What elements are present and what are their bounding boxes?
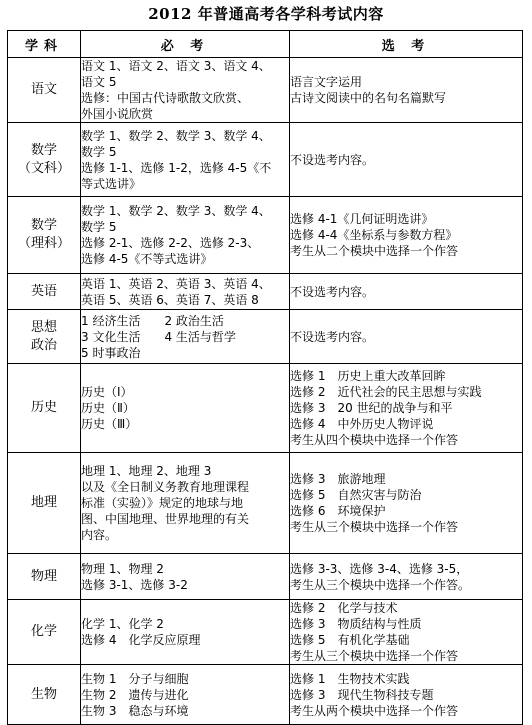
elective-cell-line: 考生从三个模块中选择一个作答。 xyxy=(290,577,471,592)
elective-cell-line: 不设选考内容。 xyxy=(290,329,375,344)
required-cell xyxy=(81,554,290,600)
table-row xyxy=(8,58,523,123)
subject-cell-line: 生物 xyxy=(30,686,57,702)
elective-cell-line: 不设选考内容。 xyxy=(290,152,375,167)
table-row xyxy=(8,665,523,725)
required-cell-line: 英语 5、英语 6、英语 7、英语 8 xyxy=(81,292,259,307)
required-cell-line: 语文 1、语文 2、语文 3、语文 4、 xyxy=(81,59,271,73)
required-cell-line: 数学 1、数学 2、数学 3、数学 4、 xyxy=(81,204,271,218)
required-cell-line: 等式选讲》 xyxy=(81,176,142,191)
required-cell xyxy=(81,58,290,123)
header-required: 必 考 xyxy=(81,31,290,58)
elective-cell-line: 选修 1 历史上重大改革回眸 xyxy=(290,369,446,383)
required-cell xyxy=(81,274,290,310)
subject-cell xyxy=(8,123,81,197)
subject-cell-line: 数学 xyxy=(30,142,57,158)
required-cell-line: 生物 3 稳态与环境 xyxy=(81,703,189,718)
elective-cell-line: 选修 1 生物技术实践 xyxy=(290,671,410,686)
required-cell-line: 3 文化生活 4 生活与哲学 xyxy=(81,329,236,344)
elective-cell-line: 考生从二个模块中选择一个作答 xyxy=(290,244,459,258)
required-cell-line: 数学 5 xyxy=(81,144,117,159)
subject-cell xyxy=(8,274,81,310)
elective-cell xyxy=(290,197,523,274)
table-row xyxy=(8,453,523,554)
required-cell-line: 历史（Ⅰ） xyxy=(81,385,133,399)
elective-cell-line: 选修 5 自然灾害与防治 xyxy=(290,488,422,502)
elective-cell-line: 选修 4-4《坐标系与参数方程》 xyxy=(290,228,458,242)
required-cell-line: 选修 2-1、选修 2-2、选修 2-3、 xyxy=(81,236,260,250)
required-cell-line: 5 时事政治 xyxy=(81,345,141,360)
required-cell-line: 标准（实验）》规定的地球与地 xyxy=(81,496,244,510)
required-cell-line: 1 经济生活 2 政治生活 xyxy=(81,313,224,328)
required-cell-line: 选修 1-1、选修 1-2，选修 4-5《不 xyxy=(81,160,272,175)
required-cell-line: 化学 1、化学 2 xyxy=(81,617,164,631)
required-cell-line: 生物 2 遗传与进化 xyxy=(81,687,189,702)
elective-cell-line: 古诗文阅读中的名句名篇默写 xyxy=(290,91,447,105)
table-row xyxy=(8,123,523,197)
required-cell-line: 选修 4-5《不等式选讲》 xyxy=(81,252,213,266)
subject-cell-line: 英语 xyxy=(30,283,57,299)
table-row xyxy=(8,554,523,600)
required-cell-line: 英语 1、英语 2、英语 3、英语 4、 xyxy=(81,276,271,291)
elective-cell xyxy=(290,453,523,554)
elective-cell-line: 选修 4 中外历史人物评说 xyxy=(290,417,434,431)
required-cell xyxy=(81,600,290,665)
required-cell xyxy=(81,453,290,554)
required-cell-line: 内容。 xyxy=(81,528,118,542)
required-cell xyxy=(81,310,290,364)
elective-cell-line: 语言文字运用 xyxy=(290,75,363,89)
table-row xyxy=(8,600,523,665)
required-cell xyxy=(81,665,290,725)
elective-cell-line: 选修 3 物质结构与性质 xyxy=(290,617,422,631)
elective-cell-line: 选修 5 有机化学基础 xyxy=(290,633,410,647)
subject-cell-line: 化学 xyxy=(30,624,57,639)
subject-cell-line: （理科） xyxy=(17,236,70,251)
elective-cell-line: 不设选考内容。 xyxy=(290,284,375,299)
subject-cell-line: 地理 xyxy=(30,495,57,510)
table-row xyxy=(8,274,523,310)
elective-cell-line: 选修 2 化学与技术 xyxy=(290,601,398,615)
required-cell-line: 以及《全日制义务教育地理课程 xyxy=(81,480,250,494)
required-cell-line: 选修 4 化学反应原理 xyxy=(81,633,201,647)
required-cell-line: 历史（Ⅲ） xyxy=(81,417,138,431)
elective-cell xyxy=(290,274,523,310)
elective-cell xyxy=(290,364,523,453)
subject-cell-line: 语文 xyxy=(30,82,57,97)
elective-cell-line: 选修 3 旅游地理 xyxy=(290,472,386,486)
subject-cell xyxy=(8,197,81,274)
subject-cell-line: 物理 xyxy=(30,568,57,584)
elective-cell xyxy=(290,310,523,364)
elective-cell xyxy=(290,600,523,665)
required-cell-line: 历史（Ⅱ） xyxy=(81,401,135,415)
subject-cell xyxy=(8,453,81,554)
exam-content-table xyxy=(7,30,523,725)
table-row xyxy=(8,197,523,274)
subject-cell xyxy=(8,364,81,453)
subject-cell-line: 政治 xyxy=(30,337,57,353)
required-cell-line: 数学 1、数学 2、数学 3、数学 4、 xyxy=(81,128,271,143)
required-cell-line: 物理 1、物理 2 xyxy=(81,561,164,576)
elective-cell-line: 选修 4-1《几何证明选讲》 xyxy=(290,212,434,226)
header-elective: 选 考 xyxy=(290,31,523,58)
required-cell-line: 图、中国地理、世界地理的有关 xyxy=(81,512,250,526)
required-cell-line: 数学 5 xyxy=(81,220,117,234)
required-cell-line: 外国小说欣赏 xyxy=(81,107,154,121)
table-header-row xyxy=(8,31,523,58)
elective-cell xyxy=(290,665,523,725)
required-cell xyxy=(81,364,290,453)
table-row xyxy=(8,310,523,364)
elective-cell-line: 选修 6 环境保护 xyxy=(290,504,386,518)
elective-cell-line: 考生从两个模块中选择一个作答 xyxy=(290,703,459,718)
subject-cell xyxy=(8,310,81,364)
subject-cell xyxy=(8,665,81,725)
elective-cell-line: 考生从三个模块中选择一个作答 xyxy=(290,520,459,534)
subject-cell-line: 思想 xyxy=(30,319,57,335)
subject-cell xyxy=(8,600,81,665)
elective-cell-line: 考生从四个模块中选择一个作答 xyxy=(290,433,459,447)
required-cell-line: 选修 3-1、选修 3-2 xyxy=(81,577,188,592)
elective-cell-line: 选修 3-3、选修 3-4、选修 3-5， xyxy=(290,561,469,576)
elective-cell-line: 选修 3 现代生物科技专题 xyxy=(290,687,434,702)
subject-cell-line: 历史 xyxy=(30,400,57,415)
elective-cell xyxy=(290,123,523,197)
elective-cell-line: 考生从三个模块中选择一个作答 xyxy=(290,649,459,663)
subject-cell-line: 数学 xyxy=(30,218,57,233)
subject-cell-line: （文科） xyxy=(17,160,70,176)
elective-cell-line: 选修 3 20 世纪的战争与和平 xyxy=(290,401,453,415)
required-cell-line: 选修：中国古代诗歌散文欣赏、 xyxy=(81,91,250,105)
document-title: 2012 年普通高考各学科考试内容 xyxy=(148,5,384,23)
elective-cell-line: 选修 2 近代社会的民主思想与实践 xyxy=(290,385,482,399)
required-cell-line: 地理 1、地理 2、地理 3 xyxy=(81,464,212,478)
required-cell xyxy=(81,123,290,197)
required-cell-line: 语文 5 xyxy=(81,75,117,89)
table-row xyxy=(8,364,523,453)
subject-cell xyxy=(8,554,81,600)
elective-cell xyxy=(290,554,523,600)
header-subject: 学科 xyxy=(8,31,81,58)
elective-cell xyxy=(290,58,523,123)
required-cell xyxy=(81,197,290,274)
subject-cell xyxy=(8,58,81,123)
required-cell-line: 生物 1 分子与细胞 xyxy=(81,671,189,686)
